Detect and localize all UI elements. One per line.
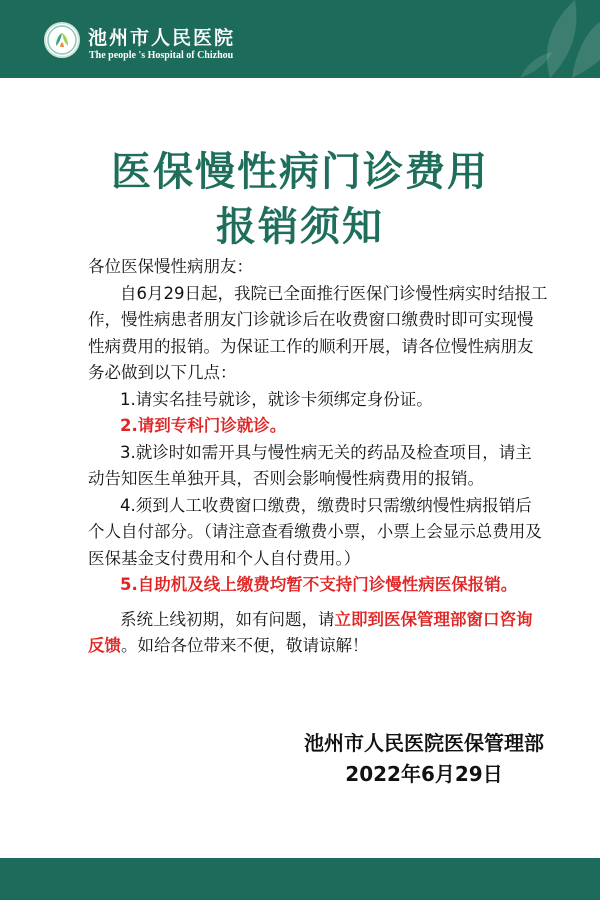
department-name: 池州市人民医院医保管理部 <box>304 731 544 755</box>
notice-date: 2022年6月29日 <box>345 762 503 786</box>
item-4: 4.须到人工收费窗口缴费，缴费时只需缴纳慢性病报销后个人自付部分。（请注意查看缴费小票，小票上会显示总费用及医保基金支付费用和个人自付费用。） <box>88 495 542 568</box>
item-5: 5.自助机及线上缴费均暂不支持门诊慢性病医保报销。 <box>120 575 518 594</box>
closing-text-2: 。如给各位带来不便，敬请谅解！ <box>121 636 369 655</box>
leaf-decoration-icon <box>480 0 600 78</box>
notice-title-line2: 报销须知 <box>216 204 384 250</box>
header-banner <box>0 0 600 78</box>
signature-block <box>304 728 544 790</box>
footer-bar <box>0 858 600 900</box>
closing-text-1: 系统上线初期，如有问题，请 <box>120 609 335 629</box>
hospital-name-en: The people 's Hospital of Chizhou <box>89 50 234 61</box>
item-1: 1.请实名挂号就诊，就诊卡须绑定身份证。 <box>120 389 433 409</box>
item-3: 3.就诊时如需开具与慢性病无关的药品及检查项目，请主动告知医生单独开具，否则会影响慢性病费用的报销。 <box>88 442 532 488</box>
closing-highlight: 立即到医保管理部窗口咨询反馈 <box>88 609 533 655</box>
item-2: 2.请到专科门诊就诊。 <box>120 416 287 435</box>
intro-paragraph: 自6月29日起，我院已全面推行医保门诊慢性病实时结报工作，慢性病患者朋友门诊就诊后在收费窗口缴费时即可实现慢性病费用的报销。为保证工作的顺利开展，请各位慢性病朋友务必做到以下几点： <box>88 283 548 382</box>
closing-paragraph <box>88 607 548 660</box>
hospital-name-cn: 池州市人民医院 <box>88 27 236 49</box>
hospital-logo-icon <box>44 22 80 58</box>
notice-body <box>88 254 548 660</box>
notice-title-line1: 医保慢性病门诊费用 <box>111 149 489 195</box>
greeting: 各位医保慢性病朋友： <box>88 257 253 276</box>
